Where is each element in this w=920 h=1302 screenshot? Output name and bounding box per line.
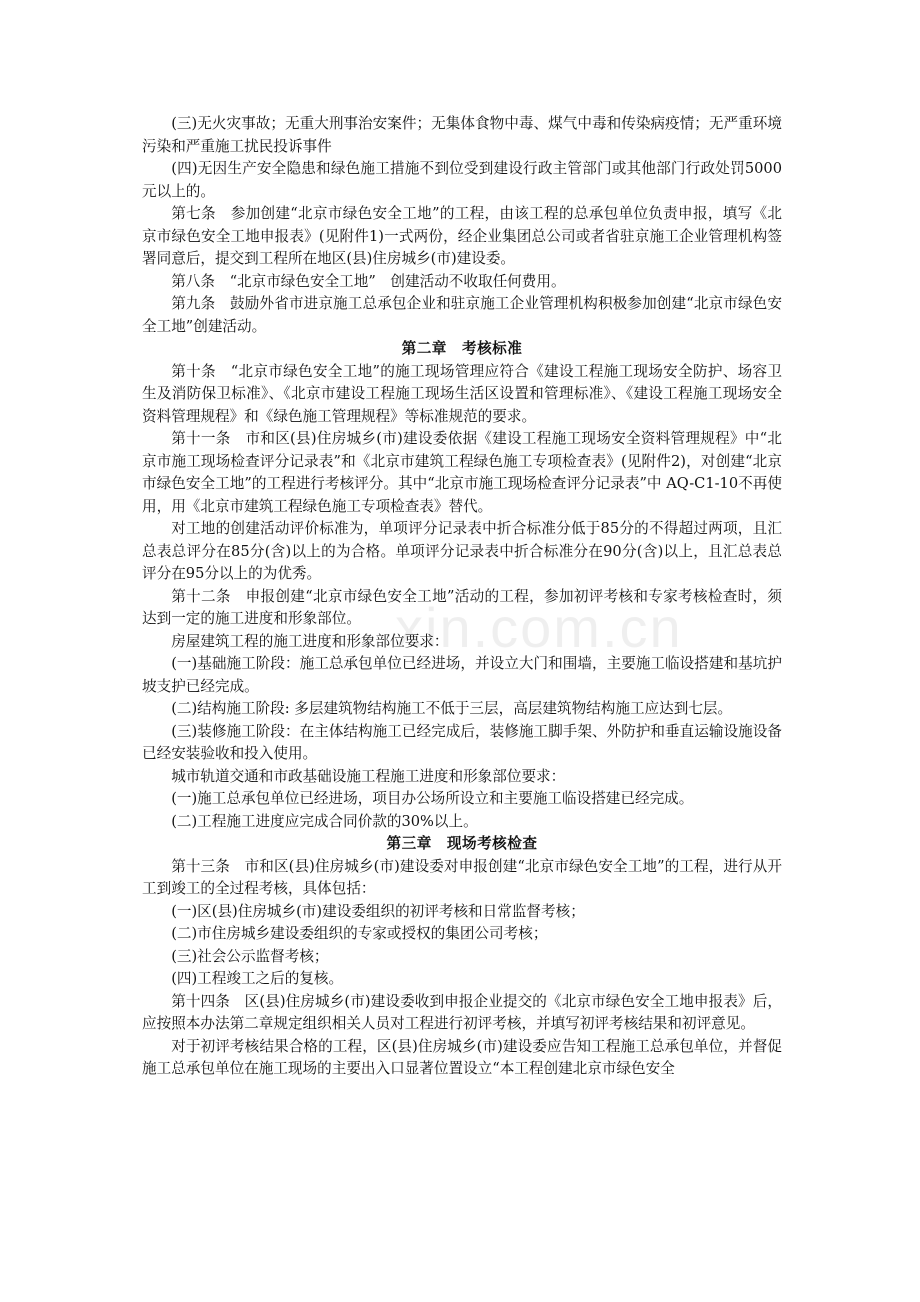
paragraph: 第七条 参加创建“北京市绿色安全工地”的工程，由该工程的总承包单位负责申报，填写《北京市绿色安全工地申报表》(见附件1)一式两份，经企业集团总公司或者省驻京施工企业管理机构签署同意后，提交到工程所在地区(县)住房城乡(市)建设委。 [142,205,782,267]
paragraph: (三)无火灾事故；无重大刑事治安案件；无集体食物中毒、煤气中毒和传染病疫情；无严重环境污染和严重施工扰民投诉事件 [142,115,782,155]
paragraph: (四)无因生产安全隐患和绿色施工措施不到位受到建设行政主管部门或其他部门行政处罚5000元以上的。 [142,160,782,200]
paragraph: (三)社会公示监督考核； [171,947,329,965]
paragraph: 对于初评考核结果合格的工程，区(县)住房城乡(市)建设委应告知工程施工总承包单位，并督促施工总承包单位在施工现场的主要出入口显著位置设立“本工程创建北京市绿色安全 [142,1037,782,1077]
paragraph: 第十三条 市和区(县)住房城乡(市)建设委对申报创建“北京市绿色安全工地”的工程，进行从开工到竣工的全过程考核，具体包括： [142,857,782,897]
paragraph: 第十条 “北京市绿色安全工地”的施工现场管理应符合《建设工程施工现场安全防护、场容卫生及消防保卫标准》、《北京市建设工程施工现场生活区设置和管理标准》、《建设工程施工现场安全资料管理规程》和《绿色施工管理规程》等标准规范的要求。 [142,362,782,425]
paragraph: 第十二条 申报创建“北京市绿色安全工地”活动的工程，参加初评考核和专家考核检查时，须达到一定的施工进度和形象部位。 [142,587,782,627]
paragraph: (二)市住房城乡建设委组织的专家或授权的集团公司考核； [171,925,548,942]
paragraph: (一)施工总承包单位已经进场，项目办公场所设立和主要施工临设搭建已经完成。 [171,790,694,807]
paragraph: (四)工程竣工之后的复核。 [171,970,344,987]
paragraph: 城市轨道交通和市政基础设施工程施工进度和形象部位要求： [171,767,566,785]
chapter-heading: 第二章 考核标准 [401,340,523,357]
paragraph: 第九条 鼓励外省市进京施工总承包企业和驻京施工企业管理机构积极参加创建“北京市绿色安全工地”创建活动。 [142,295,782,335]
paragraph: 对工地的创建活动评价标准为，单项评分记录表中折合标准分低于85分的不得超过两项，且汇总表总评分在85分(含)以上的为合格。单项评分记录表中折合标准分在90分(含)以上，且汇总表总评分在95分以上的为优秀。 [142,520,782,582]
paragraph: 房屋建筑工程的施工进度和形象部位要求： [171,632,449,650]
paragraph: (二)工程施工进度应完成合同价款的30%以上。 [171,812,478,830]
document-body [142,113,782,1081]
paragraph: (一)基础施工阶段：施工总承包单位已经进场，并设立大门和围墙，主要施工临设搭建和基坑护坡支护已经完成。 [142,655,782,695]
chapter-heading: 第三章 现场考核检查 [386,835,538,852]
paragraph: (二)结构施工阶段: 多层建筑物结构施工不低于三层，高层建筑物结构施工应达到七层。 [171,700,733,717]
paragraph: (一)区(县)住房城乡(市)建设委组织的初评考核和日常监督考核； [171,902,585,920]
paragraph: 第十一条 市和区(县)住房城乡(市)建设委依据《建设工程施工现场安全资料管理规程》中“北京市施工现场检查评分记录表”和《北京市建筑工程绿色施工专项检查表》(见附件2)，对创建“北京市绿色安全工地”的工程进行考核评分。其中“北京市施工现场检查评分记录表”中 AQ-C1-10不再使用，用《北京市建筑工程绿色施工专项检查表》替代。 [142,430,782,515]
paragraph: 第十四条 区(县)住房城乡(市)建设委收到申报企业提交的《北京市绿色安全工地申报表》后，应按照本办法第二章规定组织相关人员对工程进行初评考核，并填写初评考核结果和初评意见。 [142,992,782,1032]
watermark: xin.com.cn [395,596,683,659]
paragraph: (三)装修施工阶段：在主体结构施工已经完成后，装修施工脚手架、外防护和垂直运输设施设备已经安装验收和投入使用。 [142,722,782,762]
paragraph: 第八条 “北京市绿色安全工地” 创建活动不收取任何费用。 [171,272,566,290]
